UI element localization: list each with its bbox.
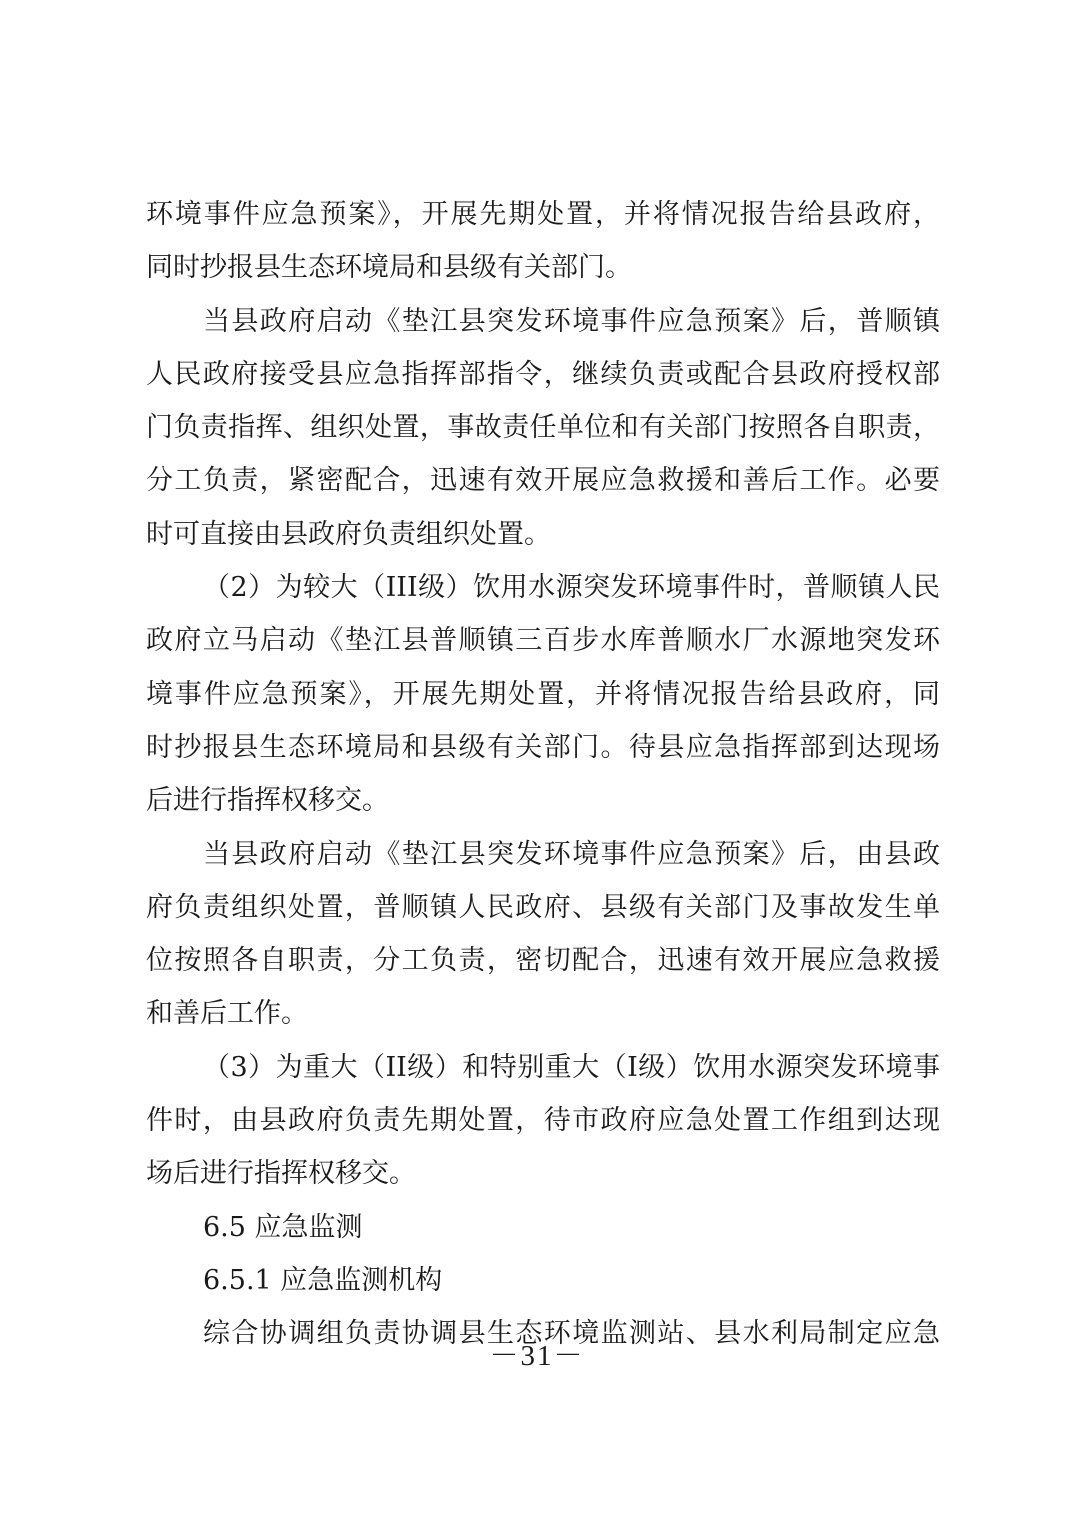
text-line: 和善后工作。 — [146, 998, 308, 1030]
page-number: －31－ — [489, 1340, 585, 1372]
section-heading-6-5: 6.5 应急监测 — [203, 1211, 363, 1243]
text-line: 环境事件应急预案》，开展先期处置，并将情况报告给县政府， — [146, 199, 940, 230]
paragraph-first-line: 当县政府启动《垫江县突发环境事件应急预案》后，普顺镇 — [203, 305, 940, 337]
text-line: 时抄报县生态环境局和县级有关部门。待县应急指挥部到达现场 — [146, 731, 940, 763]
text-line: 境事件应急预案》，开展先期处置，并将情况报告给县政府，同 — [146, 678, 940, 710]
paragraph-first-line: （3）为重大（II级）和特别重大（I级）饮用水源突发环境事 — [203, 1051, 940, 1083]
section-heading-6-5-1: 6.5.1 应急监测机构 — [203, 1264, 443, 1296]
text-line: 府负责组织处置，普顺镇人民政府、县级有关部门及事故发生单 — [146, 891, 940, 923]
text-line: 政府立马启动《垫江县普顺镇三百步水库普顺水厂水源地突发环 — [146, 625, 940, 657]
text-line: 后进行指挥权移交。 — [146, 785, 389, 817]
paragraph-first-line: （2）为较大（III级）饮用水源突发环境事件时，普顺镇人民 — [203, 572, 940, 604]
text-line: 场后进行指挥权移交。 — [146, 1158, 416, 1190]
text-line: 时可直接由县政府负责组织处置。 — [146, 518, 551, 550]
text-line: 人民政府接受县应急指挥部指令，继续负责或配合县政府授权部 — [146, 358, 940, 390]
body-text — [146, 188, 940, 1361]
text-line: 位按照各自职责，分工负责，密切配合，迅速有效开展应急救援 — [146, 945, 940, 977]
text-line: 门负责指挥、组织处置，事故责任单位和有关部门按照各自职责， — [146, 412, 940, 444]
paragraph-first-line: 综合协调组负责协调县生态环境监测站、县水利局制定应急 — [203, 1318, 940, 1350]
text-line: 件时，由县政府负责先期处置，待市政府应急处置工作组到达现 — [146, 1105, 940, 1137]
text-line: 分工负责，紧密配合，迅速有效开展应急救援和善后工作。必要 — [146, 465, 940, 497]
text-line: 同时抄报县生态环境局和县级有关部门。 — [146, 252, 632, 284]
paragraph-first-line: 当县政府启动《垫江县突发环境事件应急预案》后，由县政 — [203, 838, 940, 870]
